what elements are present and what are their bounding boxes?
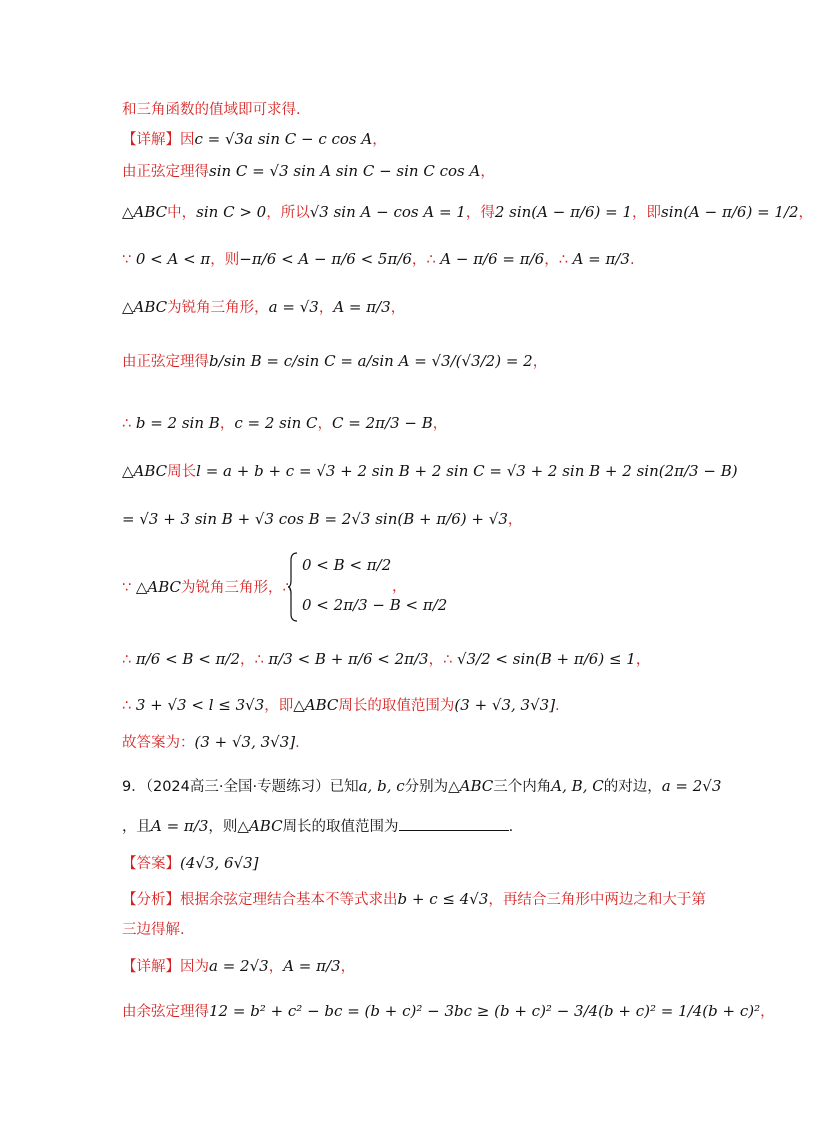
line-l20	[122, 955, 355, 978]
text-segment: 【详解】因为	[122, 959, 209, 975]
text-segment: 为锐角三角形，∴	[181, 580, 292, 596]
text-segment: ，	[507, 512, 523, 528]
text-segment: ，	[432, 416, 448, 432]
math-expression: △ABC	[122, 462, 168, 480]
text-segment: 由正弦定理得	[122, 164, 209, 180]
text-segment: ，即	[264, 698, 294, 714]
math-expression: a = 2√3	[661, 777, 722, 795]
math-expression: 12 = b² + c² − bc = (b + c)² − 3bc ≥ (b + c)² − 3/4(b + c)² = 1/4(b + c)²	[209, 1002, 761, 1020]
math-expression: (3 + √3, 3√3]	[194, 733, 296, 751]
math-expression: △ABC	[293, 696, 339, 714]
math-expression: π/3 < B + π/6 < 2π/3	[268, 650, 429, 668]
text-segment: 故答案为：	[122, 735, 195, 751]
math-expression: π/6 < B < π/2	[135, 650, 240, 668]
line-l19	[122, 918, 185, 941]
line-l16	[122, 815, 513, 838]
text-segment: 由正弦定理得	[122, 354, 209, 370]
math-expression: 3 + √3 < l ≤ 3√3	[135, 696, 265, 714]
text-segment: ∴	[122, 416, 136, 432]
text-segment: ，∴	[240, 652, 269, 668]
text-segment: 周长的取值范围为	[282, 819, 399, 835]
line-l9	[122, 460, 738, 483]
math-expression: 0 < A < π	[135, 250, 211, 268]
line-l11	[122, 576, 292, 599]
text-segment: 的对边，	[603, 779, 662, 795]
line-l7	[122, 350, 547, 373]
text-segment: .	[555, 698, 560, 714]
math-expression: = √3 + 3 sin B + √3 cos B = 2√3 sin(B + π/6) + √3	[122, 510, 508, 528]
math-expression: sin(A − π/6) = 1/2	[661, 203, 799, 221]
math-expression: a = 2√3	[209, 957, 269, 975]
math-expression: A = π/3	[333, 298, 391, 316]
line-l14	[122, 731, 300, 754]
system-row-1: 0 < B < π/2	[302, 556, 392, 574]
math-expression: b = 2 sin B	[135, 414, 220, 432]
text-segment: ，	[390, 300, 406, 316]
math-expression: √3 sin A − cos A = 1	[309, 203, 466, 221]
math-expression: △ABC	[135, 578, 181, 596]
math-expression: (4√3, 6√3]	[180, 854, 259, 872]
math-expression: A = π/3	[151, 817, 209, 835]
text-segment: ，	[372, 132, 387, 148]
math-expression: c = 2 sin C	[234, 414, 318, 432]
text-segment: ，且	[122, 819, 151, 835]
text-segment: ，	[340, 959, 356, 975]
math-expression: sin C > 0	[196, 203, 267, 221]
answer-blank	[399, 816, 509, 831]
text-segment: ，则	[210, 252, 240, 268]
line-l13	[122, 694, 560, 717]
text-segment: ，	[635, 652, 651, 668]
line-l8	[122, 412, 447, 435]
text-segment: ∵	[122, 252, 136, 268]
text-segment: .	[629, 252, 635, 268]
math-expression: c = √3a sin C − c cos A	[194, 130, 373, 148]
text-segment: ∵	[122, 580, 136, 596]
math-expression: △ABC	[122, 298, 168, 316]
system-row-2: 0 < 2π/3 − B < π/2	[302, 596, 448, 614]
math-expression: l = a + b + c = √3 + 2 sin B + 2 sin C = √3 + 2 sin B + 2 sin(2π/3 − B)	[196, 462, 738, 480]
text-segment: 【答案】	[122, 856, 180, 872]
line-l17	[122, 852, 259, 875]
text-segment: 【详解】因	[122, 132, 195, 148]
line-l21	[122, 1000, 775, 1023]
math-expression: △ABC	[448, 777, 494, 795]
math-expression: A = π/3	[283, 957, 341, 975]
text-segment: ，	[268, 959, 284, 975]
text-segment: 中，	[167, 205, 197, 221]
text-segment: 分别为	[404, 779, 449, 795]
text-segment: ，得	[465, 205, 495, 221]
text-segment: 和三角函数的值域即可求得.	[122, 102, 301, 118]
math-expression: A − π/6 = π/6	[440, 250, 545, 268]
text-segment: ∴	[122, 652, 136, 668]
system-comma: ，	[392, 579, 407, 595]
text-segment: ，	[760, 1004, 775, 1020]
text-segment: ，∴	[411, 252, 441, 268]
text-segment: 为锐角三角形，	[167, 300, 269, 316]
text-segment: ，	[317, 416, 333, 432]
text-segment: ，再结合三角形中两边之和大于第	[488, 892, 706, 908]
text-segment: .	[508, 819, 514, 835]
math-expression: a = √3	[268, 298, 319, 316]
text-segment: ，∴	[544, 252, 573, 268]
line-l2	[122, 128, 387, 151]
text-segment: 周长的取值范围为	[338, 698, 455, 714]
text-segment: 三边得解.	[122, 922, 185, 938]
line-l18	[122, 888, 706, 911]
line-l4	[122, 201, 813, 224]
math-expression: A, B, C	[551, 777, 604, 795]
text-segment: ∴	[122, 698, 136, 714]
text-segment: ，	[480, 164, 495, 180]
text-segment: 9．（2024高三·全国·专题练习）已知	[122, 779, 359, 795]
math-expression: sin C = √3 sin A sin C − sin C cos A	[209, 162, 481, 180]
math-expression: 2 sin(A − π/6) = 1	[494, 203, 633, 221]
line-l5	[122, 248, 635, 271]
math-expression: C = 2π/3 − B	[332, 414, 433, 432]
text-segment: ，所以	[266, 205, 310, 221]
text-segment: ，即	[632, 205, 662, 221]
text-segment: 三个内角	[493, 779, 552, 795]
math-expression: A = π/3	[572, 250, 630, 268]
math-expression: −π/6 < A − π/6 < 5π/6	[239, 250, 412, 268]
left-brace-icon	[288, 552, 298, 622]
line-l10	[122, 508, 522, 531]
line-l3	[122, 160, 495, 183]
line-l12	[122, 648, 650, 671]
text-segment: ，	[532, 354, 548, 370]
math-expression: (3 + √3, 3√3]	[454, 696, 556, 714]
text-segment: ，	[318, 300, 334, 316]
math-expression: a, b, c	[358, 777, 405, 795]
math-expression: √3/2 < sin(B + π/6) ≤ 1	[456, 650, 636, 668]
math-expression: b/sin B = c/sin C = a/sin A = √3/(√3/2) = 2	[209, 352, 533, 370]
line-l6	[122, 296, 405, 319]
text-segment: 由余弦定理得	[122, 1004, 209, 1020]
math-expression: △ABC	[237, 817, 283, 835]
text-segment: ，∴	[428, 652, 457, 668]
line-l1	[122, 98, 301, 121]
text-segment: ，则	[208, 819, 238, 835]
text-segment: 周长	[167, 464, 197, 480]
text-segment: ，	[798, 205, 813, 221]
text-segment: 【分析】根据余弦定理结合基本不等式求出	[122, 892, 398, 908]
text-segment: ，	[219, 416, 235, 432]
math-expression: △ABC	[122, 203, 168, 221]
math-expression: b + c ≤ 4√3	[397, 890, 489, 908]
line-l15	[122, 775, 721, 798]
text-segment: .	[295, 735, 300, 751]
